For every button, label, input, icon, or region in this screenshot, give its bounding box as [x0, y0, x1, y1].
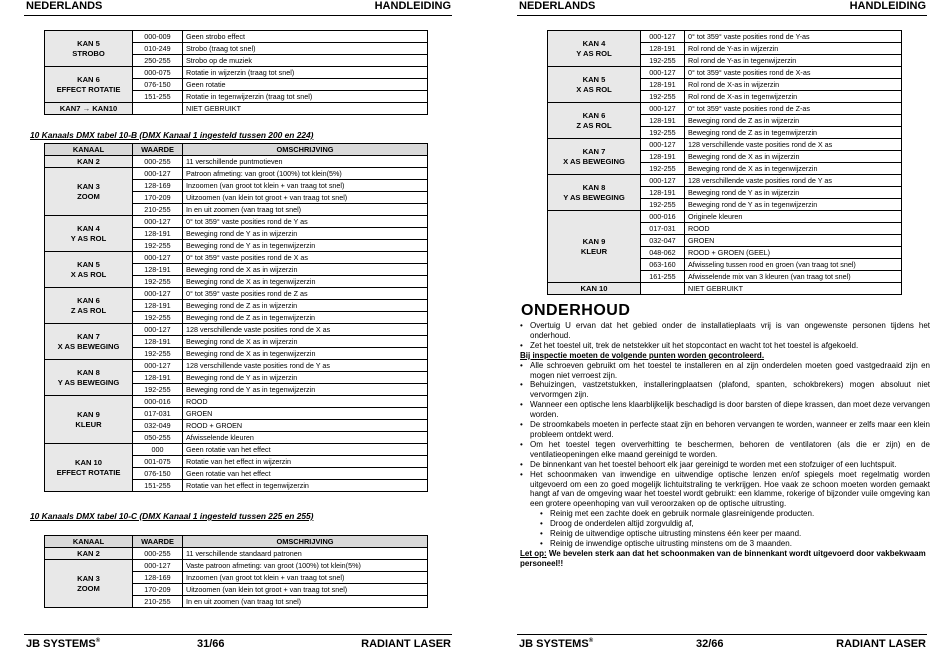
table-c-caption: 10 Kanaals DMX tabel 10-C (DMX Kanaal 1 ingesteld tussen 225 en 255): [30, 511, 314, 521]
dmx-value-cell: 192-255: [641, 163, 685, 175]
channel-number: KAN 3: [77, 573, 100, 583]
channel-number: KAN 7: [582, 146, 606, 156]
list-item: • De stroomkabels moeten in perfecte staat zijn en behoren vervangen te worden, wanneer er zelfs maar een klein probleem ontdekt werd.: [520, 420, 930, 440]
channel-function: X AS ROL: [70, 269, 107, 279]
dmx-table-c: [44, 535, 428, 608]
footer-brand-text: JB SYSTEMS: [519, 638, 589, 650]
dmx-value-cell: 050-255: [133, 432, 183, 444]
description-cell: Beweging rond de X as in wijzerzin: [183, 336, 428, 348]
description-cell: Originele kleuren: [685, 211, 902, 223]
description-cell: In en uit zoomen (van traag tot snel): [183, 204, 428, 216]
channel-number: KAN7 → KAN10: [59, 103, 118, 113]
dmx-table-a-continuation: [44, 30, 428, 115]
table-row: [45, 444, 428, 456]
channel-number: KAN 4: [582, 38, 606, 48]
table-b-caption: 10 Kanaals DMX tabel 10-B (DMX Kanaal 1 ingesteld tussen 200 en 224): [30, 130, 314, 140]
dmx-value-cell: 010-249: [133, 43, 183, 55]
list-item: • Om het toestel tegen oververhitting te beschermen, behoren de ventilatoren (als die er zijn) en de ventilatieopeningen elke maand gereinigd te worden.: [520, 440, 930, 460]
table-row: [45, 67, 428, 79]
description-cell: Beweging rond de Y as in tegenwijzerzin: [685, 199, 902, 211]
description-cell: Inzoomen (van groot tot klein + van traag tot snel): [183, 180, 428, 192]
table-row: [45, 548, 428, 560]
table-row: [548, 103, 902, 115]
dmx-table-b: [44, 143, 428, 492]
dmx-value-cell: 128-191: [641, 43, 685, 55]
table-row: [45, 396, 428, 408]
description-cell: Afwisselende mix van 3 kleuren (van traag tot snel): [685, 271, 902, 283]
channel-cell: [548, 211, 641, 283]
footer-page-number-right: 32/66: [696, 638, 724, 650]
dmx-value-cell: [133, 103, 183, 115]
description-cell: GROEN: [183, 408, 428, 420]
channel-function: EFFECT ROTATIE: [56, 84, 121, 94]
description-cell: Rotatie van het effect in wijzerzin: [183, 456, 428, 468]
table-row: [45, 31, 428, 43]
header-rule: [24, 15, 452, 16]
description-cell: ROOD + GROEN (GEEL): [685, 247, 902, 259]
dmx-value-cell: 128-169: [133, 180, 183, 192]
dmx-value-cell: [641, 283, 685, 295]
dmx-table-c-continuation: [547, 30, 902, 295]
channel-number: KAN 8: [77, 367, 100, 377]
column-header-waarde: WAARDE: [133, 536, 183, 548]
description-cell: NIET GEBRUIKT: [685, 283, 902, 295]
dmx-value-cell: 000-016: [133, 396, 183, 408]
description-cell: Beweging rond de Z as in wijzerzin: [685, 115, 902, 127]
footer-page-number: 31/66: [197, 638, 225, 650]
channel-number: KAN 4: [77, 223, 100, 233]
footer-brand-text: JB SYSTEMS: [26, 638, 96, 650]
channel-function: Y AS ROL: [70, 233, 107, 243]
dmx-value-cell: 128-191: [641, 79, 685, 91]
channel-cell: [548, 175, 641, 211]
channel-cell: [45, 216, 133, 252]
description-cell: 0° tot 359° vaste posities rond de X-as: [685, 67, 902, 79]
warning-note: [520, 549, 930, 569]
channel-function: X AS BEWEGING: [57, 341, 120, 351]
table-row: [548, 175, 902, 187]
channel-cell: [548, 283, 641, 295]
channel-cell: [45, 67, 133, 103]
dmx-value-cell: 000: [133, 444, 183, 456]
header-language-right: NEDERLANDS: [519, 0, 596, 12]
dmx-value-cell: 210-255: [133, 596, 183, 608]
table-row: [45, 252, 428, 264]
dmx-value-cell: 151-255: [133, 480, 183, 492]
description-cell: Beweging rond de Y as in wijzerzin: [685, 187, 902, 199]
dmx-value-cell: 128-191: [133, 300, 183, 312]
channel-function: KLEUR: [75, 419, 102, 429]
dmx-value-cell: 128-191: [641, 187, 685, 199]
table-row: [548, 211, 902, 223]
dmx-value-cell: 170-209: [133, 192, 183, 204]
dmx-value-cell: 000-127: [641, 103, 685, 115]
channel-cell: [45, 168, 133, 216]
dmx-value-cell: 250-255: [133, 55, 183, 67]
dmx-value-cell: 017-031: [641, 223, 685, 235]
channel-function: Y AS BEWEGING: [57, 377, 120, 387]
channel-function: X AS BEWEGING: [563, 156, 625, 166]
channel-number: KAN 5: [77, 259, 100, 269]
footer-rule: [24, 634, 452, 635]
dmx-value-cell: 192-255: [133, 384, 183, 396]
description-cell: Rol rond de X-as in tegenwijzerzin: [685, 91, 902, 103]
description-cell: Inzoomen (van groot tot klein + van traag tot snel): [183, 572, 428, 584]
dmx-value-cell: 128-191: [133, 336, 183, 348]
footer-brand: [26, 638, 100, 650]
channel-cell: [548, 31, 641, 67]
channel-cell: [45, 324, 133, 360]
dmx-value-cell: 000-009: [133, 31, 183, 43]
description-cell: Beweging rond de Z as in wijzerzin: [183, 300, 428, 312]
description-cell: Beweging rond de X as in wijzerzin: [183, 264, 428, 276]
table-row: [45, 168, 428, 180]
channel-cell: [548, 67, 641, 103]
channel-function: Z AS ROL: [576, 120, 612, 130]
channel-number: KAN 6: [582, 110, 606, 120]
description-cell: Beweging rond de X as in tegenwijzerzin: [183, 348, 428, 360]
table-row: [548, 31, 902, 43]
channel-number: KAN 6: [77, 295, 100, 305]
column-header-omschrijving: OMSCHRIJVING: [183, 144, 428, 156]
description-cell: Rotatie van het effect in tegenwijzerzin: [183, 480, 428, 492]
maintenance-bullets-2: [520, 361, 930, 510]
list-item: • Wanneer een optische lens klaarblijkelijk beschadigd is door barsten of diepe krassen, dan moet deze vervangen worden.: [520, 400, 930, 420]
description-cell: 0° tot 359° vaste posities rond de Y as: [183, 216, 428, 228]
description-cell: In en uit zoomen (van traag tot snel): [183, 596, 428, 608]
channel-cell: [45, 360, 133, 396]
dmx-value-cell: 000-127: [641, 67, 685, 79]
table-row: [548, 139, 902, 151]
dmx-value-cell: 000-016: [641, 211, 685, 223]
dmx-value-cell: 076-150: [133, 468, 183, 480]
channel-function: ZOOM: [77, 583, 100, 593]
dmx-value-cell: 128-191: [641, 151, 685, 163]
description-cell: Geen rotatie: [183, 79, 428, 91]
description-cell: Beweging rond de Z as in tegenwijzerzin: [685, 127, 902, 139]
column-header-omschrijving: OMSCHRIJVING: [183, 536, 428, 548]
channel-cell: [45, 396, 133, 444]
description-cell: Beweging rond de X as in tegenwijzerzin: [183, 276, 428, 288]
description-cell: 128 verschillende vaste posities rond de Y as: [685, 175, 902, 187]
sub-list-item: • Reinig met een zachte doek en gebruik normale glasreinigende producten.: [520, 509, 930, 519]
description-cell: Beweging rond de X as in wijzerzin: [685, 151, 902, 163]
dmx-value-cell: 000-127: [133, 288, 183, 300]
dmx-value-cell: 192-255: [641, 91, 685, 103]
sub-list-item: • Droog de onderdelen altijd zorgvuldig af,: [520, 519, 930, 529]
description-cell: 128 verschillende vaste posities rond de X as: [183, 324, 428, 336]
dmx-value-cell: 000-075: [133, 67, 183, 79]
description-cell: Beweging rond de Z as in tegenwijzerzin: [183, 312, 428, 324]
column-header-kanaal: KANAAL: [45, 144, 133, 156]
table-row: [45, 360, 428, 372]
description-cell: Uitzoomen (van klein tot groot + van traag tot snel): [183, 192, 428, 204]
channel-number: KAN 9: [77, 409, 100, 419]
channel-function: X AS ROL: [576, 84, 612, 94]
dmx-value-cell: 000-127: [133, 168, 183, 180]
dmx-value-cell: 151-255: [133, 91, 183, 103]
dmx-value-cell: 192-255: [641, 199, 685, 211]
dmx-value-cell: 128-191: [641, 115, 685, 127]
table-row: [45, 288, 428, 300]
footer-product-name: RADIANT LASER: [361, 638, 451, 650]
dmx-value-cell: 001-075: [133, 456, 183, 468]
dmx-value-cell: 000-127: [641, 31, 685, 43]
description-cell: 0° tot 359° vaste posities rond de Z-as: [685, 103, 902, 115]
description-cell: GROEN: [685, 235, 902, 247]
description-cell: ROOD: [685, 223, 902, 235]
dmx-value-cell: 192-255: [133, 348, 183, 360]
channel-number: KAN 5: [582, 74, 606, 84]
description-cell: Beweging rond de Y as in wijzerzin: [183, 228, 428, 240]
description-cell: Beweging rond de Y as in tegenwijzerzin: [183, 384, 428, 396]
channel-function: Z AS ROL: [70, 305, 107, 315]
dmx-value-cell: 000-127: [641, 139, 685, 151]
description-cell: 0° tot 359° vaste posities rond de Z as: [183, 288, 428, 300]
description-cell: Rol rond de X-as in wijzerzin: [685, 79, 902, 91]
description-cell: ROOD + GROEN: [183, 420, 428, 432]
description-cell: Vaste patroon afmeting: van groot (100%) tot klein(5%): [183, 560, 428, 572]
table-row: [45, 156, 428, 168]
warning-note-text: We bevelen sterk aan dat het schoonmaken van de binnenkant wordt uitgevoerd door vakbekwaam personeel!!: [520, 548, 926, 568]
description-cell: NIET GEBRUIKT: [183, 103, 428, 115]
description-cell: 11 verschillende puntmotieven: [183, 156, 428, 168]
channel-cell: [45, 548, 133, 560]
channel-function: Y AS BEWEGING: [563, 192, 625, 202]
maintenance-bullets-1: [520, 321, 930, 351]
table-row: [45, 560, 428, 572]
header-document-type-right: HANDLEIDING: [849, 0, 926, 12]
channel-cell: [45, 560, 133, 608]
channel-cell: [45, 252, 133, 288]
description-cell: Geen strobo effect: [183, 31, 428, 43]
table-row: [548, 67, 902, 79]
header-language: NEDERLANDS: [26, 0, 103, 12]
description-cell: Strobo op de muziek: [183, 55, 428, 67]
channel-cell: [45, 103, 133, 115]
channel-function: KLEUR: [580, 246, 608, 256]
column-header-kanaal: KANAAL: [45, 536, 133, 548]
list-item: • De binnenkant van het toestel behoort elk jaar gereinigd te worden met een stofzuiger of een luchtspuit.: [520, 460, 930, 470]
dmx-value-cell: 192-255: [133, 312, 183, 324]
channel-number: KAN 7: [77, 331, 100, 341]
table-row: [548, 283, 902, 295]
dmx-value-cell: 000-255: [133, 548, 183, 560]
dmx-value-cell: 128-169: [133, 572, 183, 584]
dmx-value-cell: 032-049: [133, 420, 183, 432]
dmx-value-cell: 048-062: [641, 247, 685, 259]
dmx-value-cell: 000-127: [133, 560, 183, 572]
dmx-value-cell: 128-191: [133, 228, 183, 240]
dmx-value-cell: 192-255: [641, 55, 685, 67]
dmx-value-cell: 000-127: [133, 324, 183, 336]
header-rule-right: [517, 15, 927, 16]
description-cell: Rotatie in tegenwijzerzin (traag tot snel): [183, 91, 428, 103]
description-cell: Uitzoomen (van klein tot groot + van traag tot snel): [183, 584, 428, 596]
maintenance-section: [520, 321, 930, 569]
channel-number: KAN 9: [582, 236, 606, 246]
channel-number: KAN 3: [77, 181, 100, 191]
description-cell: Strobo (traag tot snel): [183, 43, 428, 55]
dmx-value-cell: 076-150: [133, 79, 183, 91]
dmx-value-cell: 000-127: [133, 252, 183, 264]
channel-cell: [45, 156, 133, 168]
list-item: • Overtuig U ervan dat het gebied onder de installatieplaats vrij is van ongewenste personen tijdens het onderhoud.: [520, 321, 930, 341]
dmx-value-cell: 192-255: [133, 276, 183, 288]
channel-function: ZOOM: [77, 191, 100, 201]
dmx-value-cell: 192-255: [133, 240, 183, 252]
description-cell: Rol rond de Y-as in wijzerzin: [685, 43, 902, 55]
channel-function: Y AS ROL: [576, 48, 612, 58]
description-cell: Rol rond de Y-as in tegenwijzerzin: [685, 55, 902, 67]
channel-number: KAN 10: [74, 457, 102, 467]
dmx-value-cell: 128-191: [133, 372, 183, 384]
registered-mark: ®: [588, 638, 594, 644]
list-item: • Zet het toestel uit, trek de netstekker uit het stopcontact en wacht tot het toestel is afgekoeld.: [520, 341, 930, 351]
description-cell: Beweging rond de Y as in wijzerzin: [183, 372, 428, 384]
dmx-value-cell: 063-160: [641, 259, 685, 271]
description-cell: 0° tot 359° vaste posities rond de X as: [183, 252, 428, 264]
channel-number: KAN 8: [582, 182, 606, 192]
channel-function: STROBO: [72, 48, 105, 58]
table-row: [45, 216, 428, 228]
dmx-value-cell: 210-255: [133, 204, 183, 216]
description-cell: Beweging rond de Y as in tegenwijzerzin: [183, 240, 428, 252]
description-cell: 128 verschillende vaste posities rond de X as: [685, 139, 902, 151]
description-cell: 0° tot 359° vaste posities rond de Y-as: [685, 31, 902, 43]
dmx-value-cell: 032-047: [641, 235, 685, 247]
channel-cell: [45, 444, 133, 492]
dmx-value-cell: 161-255: [641, 271, 685, 283]
dmx-value-cell: 192-255: [641, 127, 685, 139]
sub-list-item: • Reinig de uitwendige optische uitrusting minstens één keer per maand.: [520, 529, 930, 539]
footer-rule-right: [517, 634, 927, 635]
channel-number: KAN 2: [77, 548, 100, 558]
list-item: • Het schoonmaken van inwendige en uitwendige optische lenzen en/of spiegels moet regelmatig worden uitgevoerd om een zo goed mogelijk lichtuitstraling te verkrijgen. Hoe vaak ze schoon moeten worden gemaakt hangt af van de omgeving waar het toestel wordt gebruikt: een klamme, rokerige of bijzonder vuile omgeving kan een grotere opeenhoping van vuil veroorzaken op de optische uitrusting.: [520, 470, 930, 510]
description-cell: Geen rotatie van het effect: [183, 444, 428, 456]
description-cell: Afwisseling tussen rood en groen (van traag tot snel): [685, 259, 902, 271]
description-cell: ROOD: [183, 396, 428, 408]
table-row: [45, 324, 428, 336]
channel-function: EFFECT ROTATIE: [56, 467, 121, 477]
description-cell: Patroon afmeting: van groot (100%) tot klein(5%): [183, 168, 428, 180]
channel-cell: [45, 288, 133, 324]
channel-number: KAN 5: [77, 38, 100, 48]
column-header-waarde: WAARDE: [133, 144, 183, 156]
description-cell: Geen rotatie van het effect: [183, 468, 428, 480]
channel-cell: [548, 139, 641, 175]
cleaning-sub-bullets: [520, 509, 930, 549]
sub-list-item: • Reinig de inwendige optische uitrusting minstens om de 3 maanden.: [520, 539, 930, 549]
footer-brand-right: [519, 638, 593, 650]
registered-mark: ®: [95, 638, 101, 644]
header-document-type: HANDLEIDING: [374, 0, 451, 12]
description-cell: Afwisselende kleuren: [183, 432, 428, 444]
dmx-value-cell: 000-127: [641, 175, 685, 187]
table-row: [45, 103, 428, 115]
dmx-value-cell: 170-209: [133, 584, 183, 596]
channel-number: KAN 2: [77, 156, 100, 166]
description-cell: 128 verschillende vaste posities rond de Y as: [183, 360, 428, 372]
channel-cell: [548, 103, 641, 139]
list-item: • Behuizingen, vastzetstukken, installeringplaatsen (plafond, spanten, schokbrekers) mogen absoluut niet vervormgen zijn.: [520, 380, 930, 400]
channel-number: KAN 6: [77, 74, 100, 84]
channel-cell: [45, 31, 133, 67]
footer-product-name-right: RADIANT LASER: [836, 638, 926, 650]
dmx-value-cell: 000-127: [133, 216, 183, 228]
warning-note-label: Let op:: [520, 548, 547, 558]
list-item: • Alle schroeven gebruikt om het toestel te installeren en al zijn onderdelen moeten goed vastgedraaid zijn en mogen niet verroest zijn.: [520, 361, 930, 381]
description-cell: Beweging rond de X as in tegenwijzerzin: [685, 163, 902, 175]
channel-number: KAN 10: [580, 283, 608, 293]
dmx-value-cell: 017-031: [133, 408, 183, 420]
inspection-heading: Bij inspectie moeten de volgende punten worden gecontroleerd.: [520, 350, 765, 360]
dmx-value-cell: 128-191: [133, 264, 183, 276]
dmx-value-cell: 000-255: [133, 156, 183, 168]
description-cell: Rotatie in wijzerzin (traag tot snel): [183, 67, 428, 79]
dmx-value-cell: 000-127: [133, 360, 183, 372]
description-cell: 11 verschillende standaard patronen: [183, 548, 428, 560]
section-title-onderhoud: ONDERHOUD: [521, 302, 631, 319]
